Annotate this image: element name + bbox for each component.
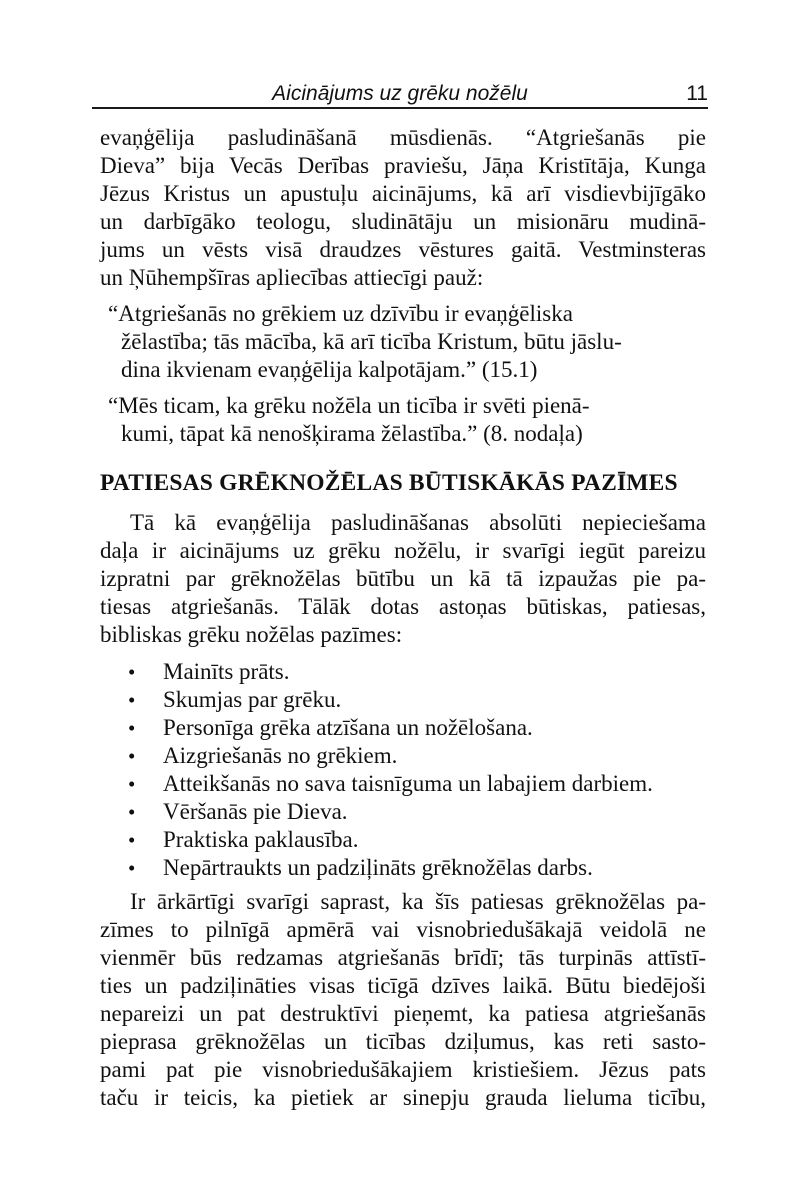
list-item-text: Skumjas par grēku. <box>163 687 342 712</box>
text-line: Jēzus Kristus un apustuļu aicinājums, kā arī visdievbijīgāko <box>100 181 706 206</box>
text-line: un Ņūhempšīras apliecības attiecīgi pauž: <box>100 265 484 290</box>
quote-line: kumi, tāpat kā nenošķirama žēlastība.” (8. nodaļa) <box>121 421 583 446</box>
text-line: izpratni par grēknožēlas būtību un kā tā izpaužas pie pa- <box>100 566 706 591</box>
text-line: Tā kā evaņģēlija pasludināšanas absolūti nepieciešama <box>130 510 706 535</box>
text-line: zīmes to pilnīgā apmērā vai visnobriedušākajā veidolā ne <box>100 917 706 942</box>
text-line: Dieva” bija Vecās Derības praviešu, Jāņa Kristītāja, Kunga <box>100 153 706 178</box>
list-item-text: Personīga grēka atzīšana un nožēlošana. <box>163 715 533 740</box>
list-item-text: Aizgriešanās no grēkiem. <box>163 743 398 768</box>
header-rule <box>92 107 708 109</box>
quote-line: “Atgriešanās no grēkiem uz dzīvību ir evaņģēliska <box>108 301 573 326</box>
text-line: bibliskas grēku nožēlas pazīmes: <box>100 622 403 647</box>
repentance-signs-list <box>100 658 706 882</box>
list-item <box>100 686 706 714</box>
text-line: evaņģēlija pasludināšanā mūsdienās. “Atgriešanās pie <box>100 125 706 150</box>
list-item <box>100 658 706 686</box>
running-header-title: Aicinājums uz grēku nožēlu <box>272 82 528 105</box>
list-item-text: Praktiska paklausība. <box>163 827 359 852</box>
list-item <box>100 826 706 854</box>
page-number: 11 <box>686 82 708 105</box>
paragraph-closing <box>100 888 706 1112</box>
bullet-icon: • <box>128 660 136 684</box>
list-item <box>100 742 706 770</box>
bullet-icon: • <box>128 716 136 740</box>
list-item <box>100 714 706 742</box>
block-quote-westminster <box>108 300 706 384</box>
text-line: pami pat pie visnobriedušākajiem kristiešiem. Jēzus pats <box>100 1057 706 1082</box>
bullet-icon: • <box>128 828 136 852</box>
bullet-icon: • <box>128 744 136 768</box>
paragraph-continuation <box>100 124 706 292</box>
section-heading: PATIESAS GRĒKNOŽĒLAS BŪTISKĀKĀS PAZĪMES <box>100 470 678 496</box>
text-line: Ir ārkārtīgi svarīgi saprast, ka šīs patiesas grēknožēlas pa- <box>130 889 706 914</box>
list-item <box>100 798 706 826</box>
bullet-icon: • <box>128 772 136 796</box>
text-line: daļa ir aicinājums uz grēku nožēlu, ir svarīgi iegūt pareizu <box>100 538 706 563</box>
bullet-icon: • <box>128 856 136 880</box>
list-item-text: Mainīts prāts. <box>163 659 290 684</box>
bullet-icon: • <box>128 688 136 712</box>
quote-line: žēlastība; tās mācība, kā arī ticība Kristum, būtu jāslu- <box>121 329 622 354</box>
text-line: pieprasa grēknožēlas un ticības dziļumus, kas reti sasto- <box>100 1029 706 1054</box>
text-line: vienmēr būs redzamas atgriešanās brīdī; tās turpinās attīstī- <box>100 945 706 970</box>
list-item-text: Nepārtraukts un padziļināts grēknožēlas darbs. <box>163 855 593 880</box>
paragraph-intro <box>100 509 706 649</box>
text-line: ties un padziļināties visas ticīgā dzīves laikā. Būtu biedējoši <box>100 973 706 998</box>
list-item <box>100 854 706 882</box>
list-item <box>100 770 706 798</box>
bullet-icon: • <box>128 800 136 824</box>
list-item-text: Vēršanās pie Dieva. <box>163 799 348 824</box>
text-line: tiesas atgriešanās. Tālāk dotas astoņas būtiskas, patiesas, <box>100 594 706 619</box>
text-line: jums un vēsts visā draudzes vēstures gaitā. Vestminsteras <box>100 237 706 262</box>
list-item-text: Atteikšanās no sava taisnīguma un labajiem darbiem. <box>163 771 653 796</box>
text-line: un darbīgāko teologu, sludinātāju un misionāru mudinā- <box>100 209 706 234</box>
running-header <box>92 82 708 106</box>
block-quote-newhampshire <box>108 392 706 448</box>
page-body <box>100 124 706 1112</box>
quote-line: dina ikvienam evaņģēlija kalpotājam.” (15.1) <box>121 357 538 382</box>
quote-line: “Mēs ticam, ka grēku nožēla un ticība ir svēti pienā- <box>108 393 590 418</box>
text-line: taču ir teicis, ka pietiek ar sinepju grauda lieluma ticību, <box>100 1085 706 1110</box>
text-line: nepareizi un pat destruktīvi pieņemt, ka patiesa atgriešanās <box>100 1001 706 1026</box>
